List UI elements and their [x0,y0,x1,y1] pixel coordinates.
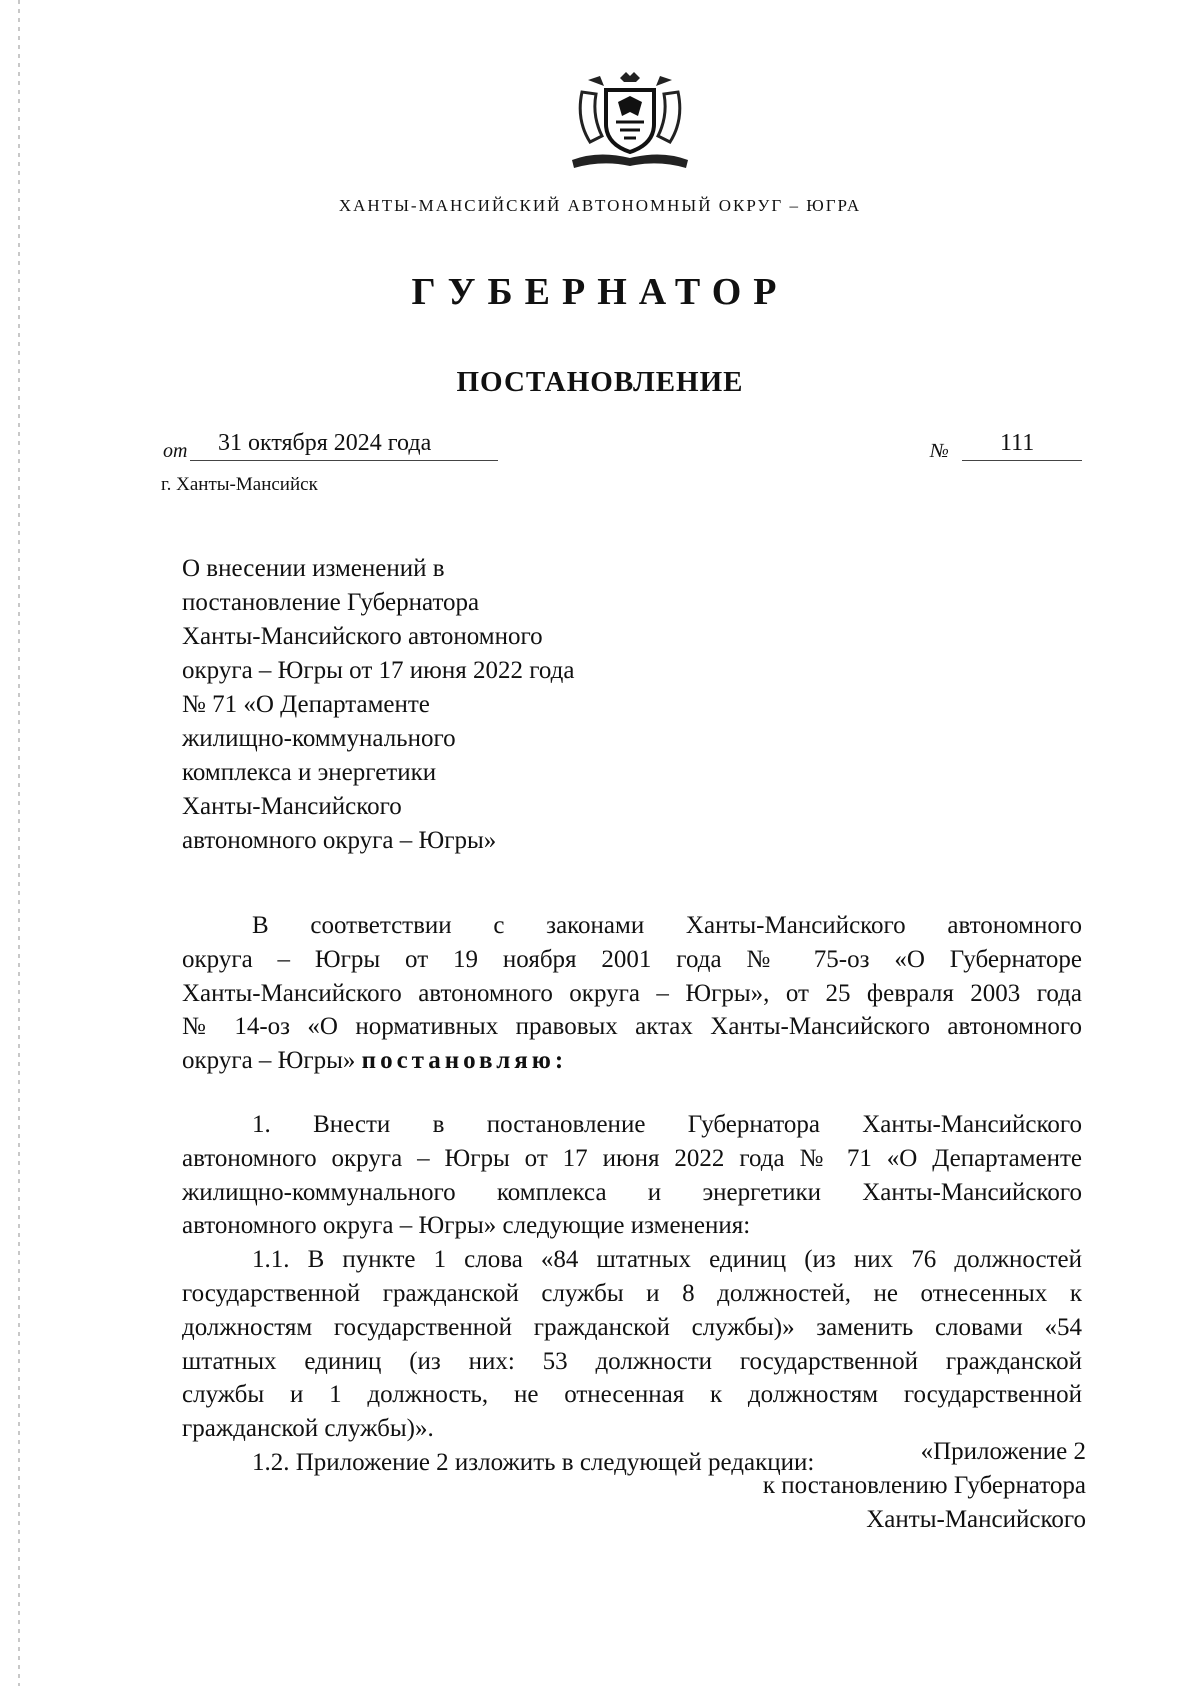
decree-title [182,552,574,858]
date-underline [190,460,498,461]
preamble-line: № 14-оз «О нормативных правовых актах Ханты-Мансийского автономного [182,1013,1082,1041]
preamble-line: Ханты-Мансийского автономного округа – Югры», от 25 февраля 2003 года [182,979,1082,1007]
title-line: округа – Югры от 17 июня 2022 года [182,657,575,684]
resolve-word: постановляю: [361,1047,568,1075]
decree-date: 31 октября 2024 года [218,430,432,456]
scan-edge [18,0,20,1686]
item11-line: гражданской службы)». [182,1415,434,1443]
title-line: комплекса и энергетики [182,759,437,786]
decree-number: 111 [1000,430,1035,456]
title-line: О внесении изменений в [182,555,445,582]
title-line: Ханты-Мансийского [182,793,402,820]
item11-line: службы и 1 должность, не отнесенная к должностям государственной [182,1381,1082,1409]
governor-heading: ГУБЕРНАТОР [411,271,789,313]
coat-of-arms-emblem [568,72,692,174]
region-name: ХАНТЫ-МАНСИЙСКИЙ АВТОНОМНЫЙ ОКРУГ – ЮГРА [338,196,862,215]
item11-line: штатных единиц (из них: 53 должности государственной гражданской [182,1347,1082,1375]
decree-items [182,1108,1082,1480]
appendix-line: «Приложение 2 [920,1438,1086,1465]
item1-line: автономного округа – Югры» следующие изменения: [182,1212,751,1240]
preamble-last-line [182,1044,1082,1078]
title-line: Ханты-Мансийского автономного [182,623,543,650]
title-line: постановление Губернатора [182,589,480,616]
preamble-line-end: округа – Югры» [182,1047,356,1075]
appendix-line: к постановлению Губернатора [762,1472,1086,1499]
item1-line: 1. Внести в постановление Губернатора Ханты-Мансийского [252,1111,1082,1138]
item1-line: жилищно-коммунального комплекса и энергетики Ханты-Мансийского [182,1178,1082,1206]
item11-line: должностям государственной гражданской службы)» заменить словами «54 [182,1313,1082,1341]
item1-line: автономного округа – Югры от 17 июня 2022 года № 71 «О Департаменте [182,1144,1082,1172]
title-line: автономного округа – Югры» [182,827,497,854]
preamble-paragraph [182,909,1082,1078]
title-line: № 71 «О Департаменте [182,691,430,718]
preamble-line: округа – Югры от 19 ноября 2001 года № 75-оз «О Губернаторе [182,945,1082,973]
title-line: жилищно-коммунального [182,725,456,752]
item11-line: 1.1. В пункте 1 слова «84 штатных единиц (из них 76 должностей [252,1246,1082,1274]
preamble-line: В соответствии с законами Ханты-Мансийского автономного [252,912,1082,939]
date-prefix: от [163,440,188,462]
number-sign: № [930,440,949,462]
item12-line: 1.2. Приложение 2 изложить в следующей редакции: [252,1448,815,1476]
city-name: г. Ханты-Мансийск [161,474,318,495]
number-underline [962,460,1082,461]
decree-heading: ПОСТАНОВЛЕНИЕ [456,366,744,398]
appendix-reference [763,1435,1086,1537]
appendix-line: Ханты-Мансийского [866,1506,1086,1533]
item11-line: государственной гражданской службы и 8 должностей, не отнесенных к [182,1279,1082,1307]
